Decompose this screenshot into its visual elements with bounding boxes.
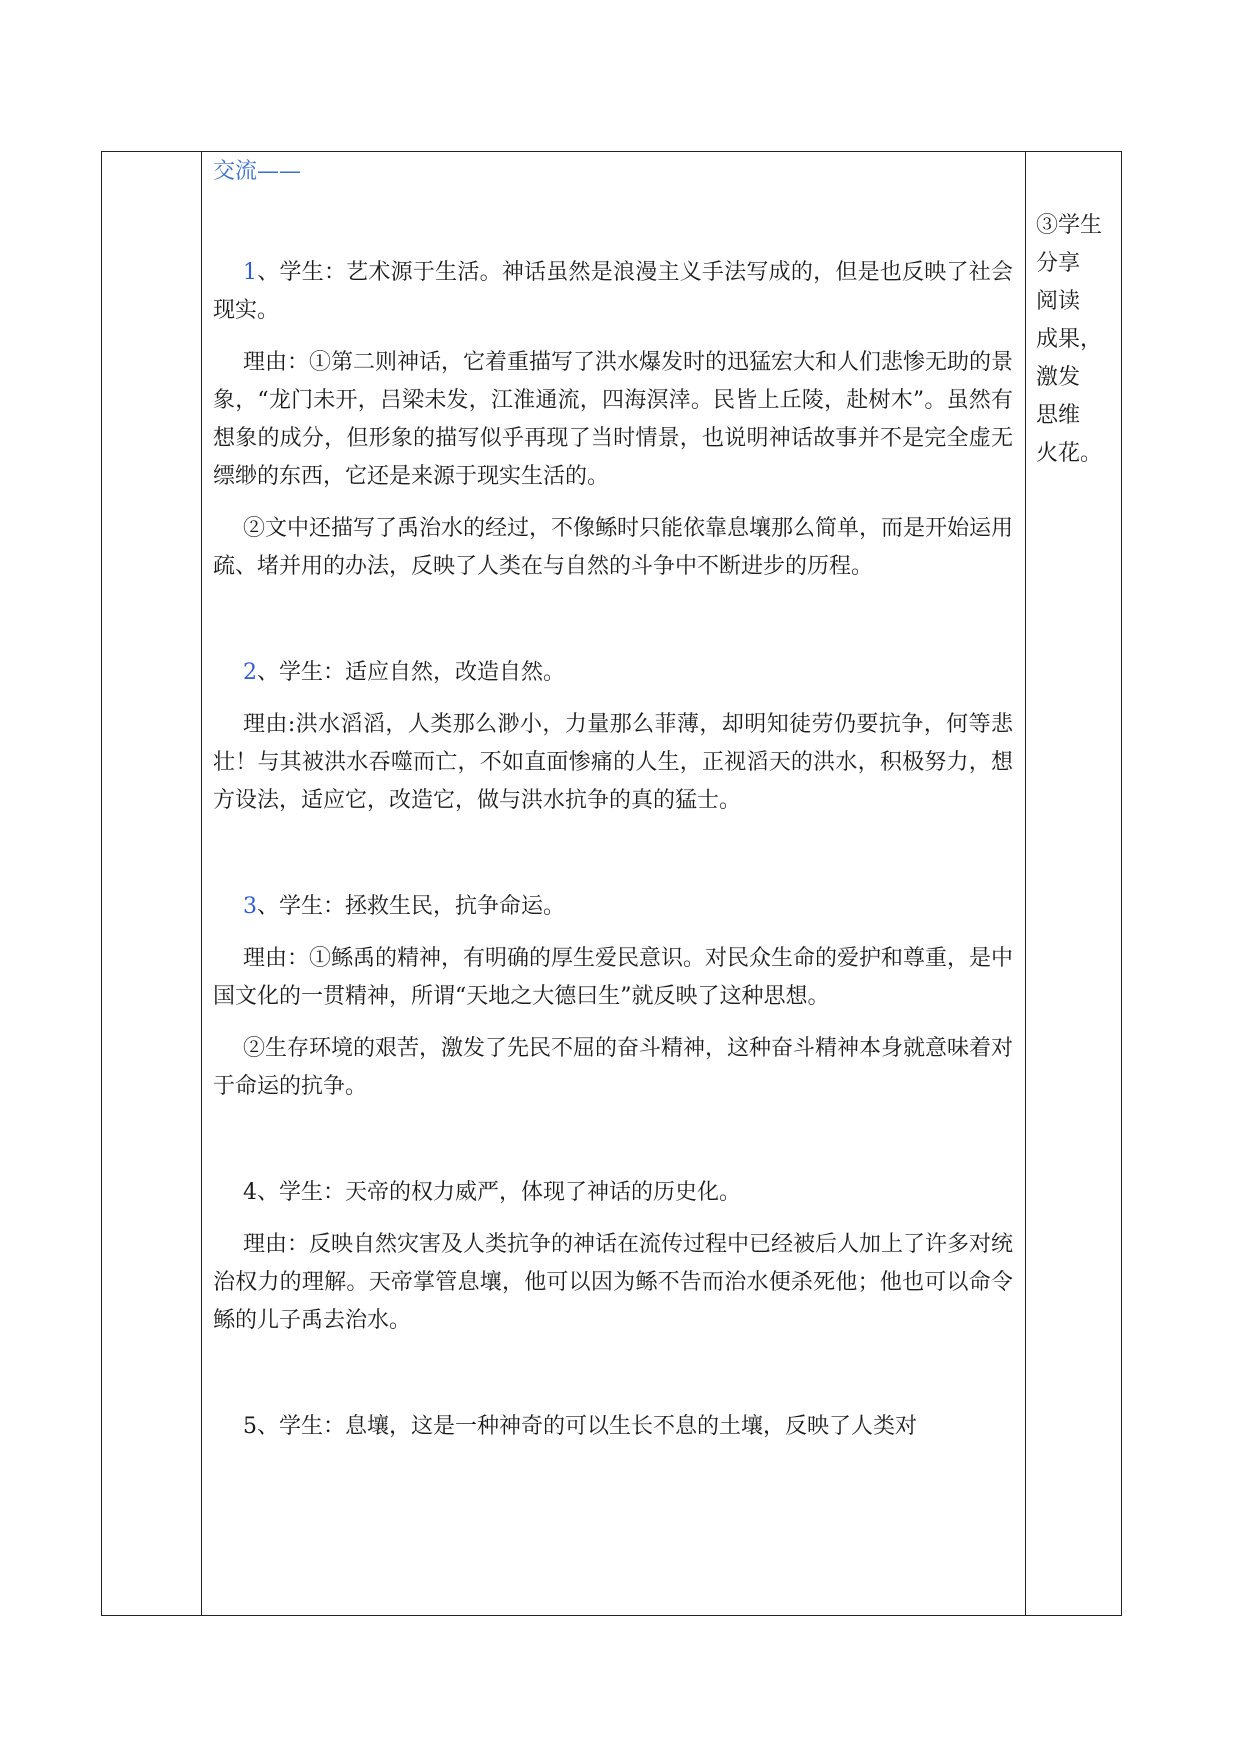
- side-note-char: 享: [1058, 251, 1081, 276]
- column-divider-right: [1025, 151, 1026, 1616]
- item-reason: ②生存环境的艰苦，激发了先民不屈的奋斗精神，这种奋斗精神本身就意味着对于命运的抗争。: [213, 1036, 1014, 1099]
- item-number: 3: [243, 894, 257, 919]
- side-note-line: [1036, 283, 1114, 321]
- main-content-cell: [213, 152, 1013, 1446]
- side-note-line: 成果，: [1036, 327, 1103, 352]
- discussion-item-3: [213, 888, 1013, 1106]
- item-claim: 、学生：拯救生民，抗争命运。: [257, 894, 566, 919]
- column-divider-left: [201, 151, 202, 1616]
- item-reason: 理由：①鲧禹的精神，有明确的厚生爱民意识。对民众生命的爱护和尊重，是中国文化的一贯精神，所谓“天地之大德曰生”就反映了这种思想。: [213, 946, 1014, 1009]
- item-number: 2: [243, 660, 257, 685]
- side-note-line: [1036, 359, 1114, 397]
- item-claim: 、学生：艺术源于生活。神话虽然是浪漫主义手法写成的，但是也反映了社会现实。: [213, 260, 1013, 323]
- item-claim: 、学生：息壤，这是一种神奇的可以生长不息的土壤，反映了人类对: [257, 1414, 918, 1439]
- item-claim: 、学生：天帝的权力威严，体现了神话的历史化。: [257, 1180, 742, 1205]
- item-head: [213, 254, 1013, 330]
- side-note-char: 维: [1058, 403, 1081, 428]
- discussion-item-2: [213, 654, 1013, 820]
- item-reason: ②文中还描写了禹治水的经过，不像鲧时只能依靠息壤那么简单，而是开始运用疏、堵并用的办法，反映了人类在与自然的斗争中不断进步的历程。: [213, 516, 1014, 579]
- discussion-item-4: [213, 1174, 1013, 1340]
- discussion-item-1: [213, 254, 1013, 586]
- item-reason: 理由：反映自然灾害及人类抗争的神话在流传过程中已经被后人加上了许多对统治权力的理解。天帝掌管息壤，他可以因为鲧不告而治水便杀死他；他也可以命令鲧的儿子禹去治水。: [213, 1232, 1014, 1333]
- side-note-char: 激: [1036, 365, 1059, 390]
- item-reason: 理由:洪水滔滔，人类那么渺小，力量那么菲薄，却明知徒劳仍要抗争，何等悲壮！与其被洪水吞噬而亡，不如直面惨痛的人生，正视滔天的洪水，积极努力，想方设法，适应它，改造它，做与洪水抗争的真的猛士。: [213, 712, 1013, 813]
- item-number: 1: [243, 260, 257, 285]
- side-note-cell: [1036, 207, 1114, 473]
- side-note-line: ③学生: [1036, 213, 1103, 238]
- side-note-char: 读: [1058, 289, 1081, 314]
- item-reason: 理由：①第二则神话，它着重描写了洪水爆发时的迅猛宏大和人们悲惨无助的景象，“龙门未开，吕梁未发，江淮通流，四海溟涬。民皆上丘陵，赴树木”。虽然有想象的成分，但形象的描写似乎再现了当时情景，也说明神话故事并不是完全虚无缥缈的东西，它还是来源于现实生活的。: [213, 350, 1014, 489]
- item-number: 4: [243, 1180, 257, 1205]
- side-note-line: [1036, 397, 1114, 435]
- side-note-char: 发: [1058, 365, 1081, 390]
- item-claim: 、学生：适应自然，改造自然。: [257, 660, 566, 685]
- item-number: 5: [243, 1414, 257, 1439]
- item-head: [213, 1408, 1013, 1446]
- side-note-char: 分: [1036, 251, 1059, 276]
- side-note-line: 火花。: [1036, 441, 1103, 466]
- item-head: [213, 888, 1013, 926]
- side-note-char: 思: [1036, 403, 1059, 428]
- side-note-line: [1036, 245, 1114, 283]
- section-heading: 交流——: [213, 159, 302, 184]
- side-note-char: 阅: [1036, 289, 1059, 314]
- item-head: [213, 1174, 1013, 1212]
- item-head: [213, 654, 1013, 692]
- discussion-item-5: [213, 1408, 1013, 1446]
